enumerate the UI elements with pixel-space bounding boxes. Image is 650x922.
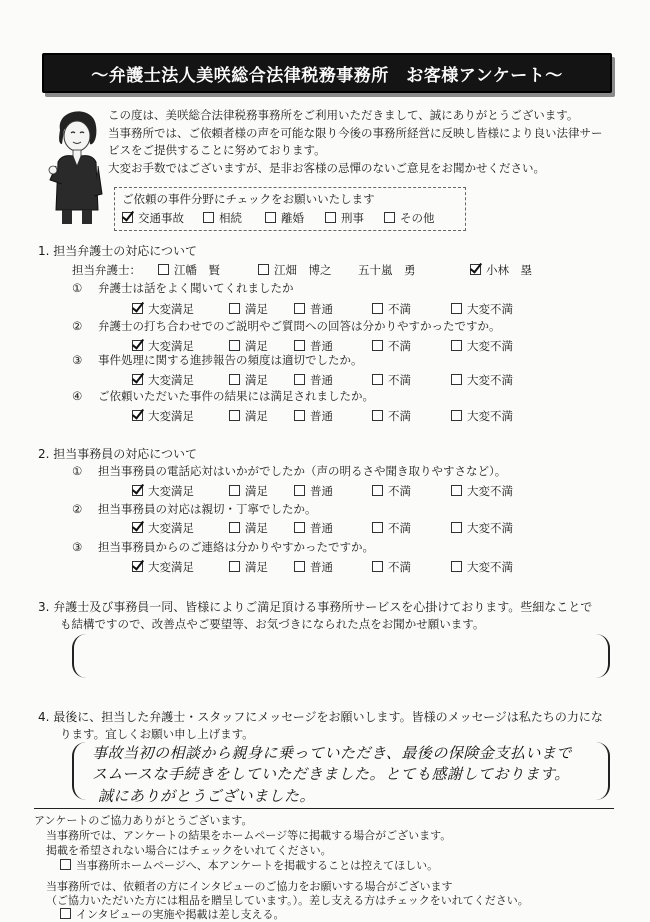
checkbox[interactable] bbox=[229, 340, 240, 351]
checkbox-checked[interactable] bbox=[132, 522, 143, 533]
rating-label: 不満 bbox=[388, 302, 411, 316]
rating-label: 不満 bbox=[388, 339, 411, 353]
rating-option[interactable] bbox=[132, 483, 194, 499]
footer-text: 当事務所では、アンケートの結果をホームページ等に掲載する場合がございます。 bbox=[46, 829, 452, 842]
checkbox[interactable] bbox=[451, 410, 462, 421]
rating-option[interactable] bbox=[229, 520, 268, 536]
section3-line1: 3. 弁護士及び事務員一同、皆様によりご満足頂ける事務所サービスを心掛けております。些細なことで bbox=[38, 600, 593, 614]
footer-option-no-interview[interactable]: インタビューの実施や掲載は差し支える。 bbox=[60, 906, 285, 922]
checkbox[interactable] bbox=[229, 561, 240, 572]
checkbox[interactable] bbox=[384, 212, 395, 223]
rating-label: 満足 bbox=[245, 373, 268, 387]
checkbox[interactable] bbox=[294, 340, 305, 351]
rating-label: 大変不満 bbox=[467, 409, 513, 423]
rating-option[interactable] bbox=[451, 483, 513, 499]
rating-label: 普通 bbox=[310, 484, 333, 498]
category-option-other[interactable]: その他 bbox=[384, 210, 435, 226]
rating-option[interactable] bbox=[372, 372, 411, 388]
checkbox-checked[interactable] bbox=[132, 303, 143, 314]
checkbox[interactable] bbox=[229, 485, 240, 496]
rating-option[interactable] bbox=[372, 559, 411, 575]
checkbox-checked[interactable] bbox=[132, 410, 143, 421]
intro-line: 当事務所では、ご依頼者様の声を可能な限り今後の事務所経営に反映し皆様により良い法律サー bbox=[108, 125, 603, 140]
rating-label: 大変不満 bbox=[467, 373, 513, 387]
checkbox[interactable] bbox=[372, 485, 383, 496]
category-option-divorce[interactable]: 離婚 bbox=[265, 210, 304, 226]
rating-option[interactable] bbox=[372, 338, 411, 354]
footer-option-no-publish[interactable]: 当事務所ホームページへ、本アンケートを掲載することは控えてほしい。 bbox=[60, 857, 438, 873]
rating-option[interactable] bbox=[372, 483, 411, 499]
checkbox-checked[interactable] bbox=[132, 374, 143, 385]
rating-option[interactable] bbox=[294, 520, 333, 536]
checkbox-checked[interactable] bbox=[132, 485, 143, 496]
rating-label: 普通 bbox=[310, 409, 333, 423]
checkbox[interactable] bbox=[372, 303, 383, 314]
question: ① 担当事務員の電話応対はいかがでしたか（声の明るさや聞き取りやすさなど）。 bbox=[72, 464, 507, 478]
rating-label: 大変満足 bbox=[148, 373, 194, 387]
checkbox[interactable] bbox=[294, 410, 305, 421]
rating-label: 普通 bbox=[310, 521, 333, 535]
checkbox[interactable] bbox=[294, 303, 305, 314]
rating-label: 不満 bbox=[388, 373, 411, 387]
handwritten-line: スムースな手続きをしていただきました。とても感謝しております。 bbox=[92, 765, 570, 783]
checkbox-checked[interactable] bbox=[132, 561, 143, 572]
footer-text: 当事務所では、依頼者の方にインタビューのご協力をお願いする場合がございます bbox=[46, 880, 453, 893]
checkbox[interactable] bbox=[229, 410, 240, 421]
handwritten-line: 事故当初の相談から親身に乗っていただき、最後の保険金支払いまで bbox=[92, 744, 572, 762]
intro-line: 大変お手数ではございますが、是非お客様の忌憚のないご意見をお聞かせください。 bbox=[108, 160, 545, 175]
category-option-inheritance[interactable]: 相続 bbox=[203, 210, 242, 226]
question: ④ ご依頼いただいた事件の結果には満足されましたか。 bbox=[72, 389, 374, 403]
lawyer-option[interactable]: 小林 塁 bbox=[470, 262, 532, 278]
checkbox[interactable] bbox=[258, 264, 269, 275]
section1-title: 1. 担当弁護士の対応について bbox=[38, 244, 198, 258]
rating-label: 満足 bbox=[245, 560, 268, 574]
rating-option[interactable] bbox=[132, 520, 194, 536]
checkbox-checked[interactable] bbox=[470, 264, 481, 275]
section2-title: 2. 担当事務員の対応について bbox=[38, 447, 198, 461]
checkbox[interactable] bbox=[451, 522, 462, 533]
lawyer-option[interactable]: 江幡 賢 bbox=[158, 262, 220, 278]
rating-label: 普通 bbox=[310, 373, 333, 387]
checkbox[interactable] bbox=[372, 374, 383, 385]
rating-label: 大変満足 bbox=[148, 302, 194, 316]
rating-label: 大変満足 bbox=[148, 484, 194, 498]
section4-line1: 4. 最後に、担当した弁護士・スタッフにメッセージをお願いします。皆様のメッセージは私たちの力にな bbox=[38, 710, 603, 724]
rating-option[interactable] bbox=[294, 372, 333, 388]
rating-option[interactable] bbox=[229, 301, 268, 317]
rating-label: 満足 bbox=[245, 521, 268, 535]
rating-option[interactable] bbox=[372, 408, 411, 424]
checkbox[interactable] bbox=[451, 374, 462, 385]
rating-option[interactable] bbox=[372, 520, 411, 536]
checkbox[interactable] bbox=[372, 340, 383, 351]
rating-option[interactable] bbox=[451, 559, 513, 575]
checkbox[interactable] bbox=[60, 908, 71, 919]
checkbox[interactable] bbox=[451, 303, 462, 314]
rating-option[interactable] bbox=[132, 372, 194, 388]
rating-label: 大変満足 bbox=[148, 521, 194, 535]
question: ① 弁護士は話をよく聞いてくれましたか bbox=[72, 281, 294, 295]
rating-option[interactable] bbox=[229, 408, 268, 424]
category-prompt: ご依頼の事件分野にチェックをお願いいたします bbox=[122, 192, 375, 206]
checkbox[interactable] bbox=[372, 561, 383, 572]
rating-option[interactable] bbox=[451, 408, 513, 424]
checkbox[interactable] bbox=[60, 859, 71, 870]
checkbox[interactable] bbox=[451, 485, 462, 496]
rating-option[interactable] bbox=[294, 408, 333, 424]
rating-label: 大変満足 bbox=[148, 560, 194, 574]
intro-text bbox=[108, 107, 608, 177]
page-title: ～弁護士法人美咲総合法律税務事務所 お客様アンケート～ bbox=[42, 53, 612, 93]
rating-option[interactable] bbox=[451, 338, 513, 354]
rating-label: 普通 bbox=[310, 302, 333, 316]
rating-option[interactable] bbox=[294, 483, 333, 499]
rating-label: 大変不満 bbox=[467, 560, 513, 574]
rating-label: 不満 bbox=[388, 409, 411, 423]
rating-label: 普通 bbox=[310, 339, 333, 353]
rating-option[interactable] bbox=[451, 520, 513, 536]
comment-box[interactable] bbox=[72, 634, 610, 678]
lawyer-option[interactable]: 江畑 博之 bbox=[258, 262, 332, 278]
footer-text: 掲載を希望されない場合にはチェックをいれてください。 bbox=[46, 844, 332, 857]
rating-option[interactable] bbox=[229, 338, 268, 354]
checkbox[interactable] bbox=[158, 264, 169, 275]
lawyer-label: 担当弁護士： bbox=[72, 263, 141, 277]
checkbox[interactable] bbox=[372, 522, 383, 533]
rating-label: 大変不満 bbox=[467, 521, 513, 535]
footer-text: （ご協力いただいた方には粗品を贈呈しています。）。差し支える方はチェックをいれてください。 bbox=[46, 894, 529, 907]
rating-label: 満足 bbox=[245, 409, 268, 423]
checkbox-checked[interactable] bbox=[122, 212, 133, 223]
handwritten-line: 誠にありがとうございました。 bbox=[98, 787, 316, 805]
rating-option[interactable] bbox=[451, 372, 513, 388]
rating-option[interactable] bbox=[229, 483, 268, 499]
checkbox[interactable] bbox=[372, 410, 383, 421]
lawyer-option: 五十嵐 勇 bbox=[358, 263, 416, 277]
rating-label: 不満 bbox=[388, 521, 411, 535]
rating-option[interactable] bbox=[132, 408, 194, 424]
rating-option[interactable] bbox=[294, 338, 333, 354]
staff-illustration bbox=[42, 100, 112, 228]
rating-label: 満足 bbox=[245, 339, 268, 353]
checkbox[interactable] bbox=[294, 522, 305, 533]
section4-line2: ります。宜しくお願い申し上げます。 bbox=[60, 727, 254, 741]
rating-option[interactable] bbox=[132, 559, 194, 575]
checkbox[interactable] bbox=[294, 561, 305, 572]
section3-line2: も結構ですので、改善点やご要望等、お気づきになられた点をお聞かせ願います。 bbox=[60, 617, 485, 631]
rating-option[interactable] bbox=[372, 301, 411, 317]
rating-label: 満足 bbox=[245, 484, 268, 498]
rating-option[interactable] bbox=[294, 559, 333, 575]
intro-line: この度は、美咲総合法律税務事務所をご利用いただきまして、誠にありがとうございます。 bbox=[108, 108, 579, 122]
intro-line: ビスをご提供することに努めております。 bbox=[108, 143, 326, 157]
rating-label: 大変満足 bbox=[148, 339, 194, 353]
checkbox[interactable] bbox=[229, 374, 240, 385]
rating-label: 普通 bbox=[310, 560, 333, 574]
question: ② 弁護士の打ち合わせでのご説明やご質問への回答は分かりやすかったですか。 bbox=[72, 319, 501, 333]
rating-option[interactable] bbox=[132, 301, 194, 317]
checkbox[interactable] bbox=[203, 212, 214, 223]
rating-label: 大変不満 bbox=[467, 302, 513, 316]
rating-label: 不満 bbox=[388, 560, 411, 574]
checkbox[interactable] bbox=[325, 212, 336, 223]
rating-option[interactable] bbox=[229, 559, 268, 575]
question: ③ 事件処理に関する進捗報告の頻度は適切でしたか。 bbox=[72, 353, 363, 367]
rating-label: 不満 bbox=[388, 484, 411, 498]
question: ③ 担当事務員からのご連絡は分かりやすかったですか。 bbox=[72, 540, 374, 554]
checkbox[interactable] bbox=[229, 303, 240, 314]
checkbox[interactable] bbox=[265, 212, 276, 223]
checkbox[interactable] bbox=[294, 485, 305, 496]
rating-option[interactable] bbox=[294, 301, 333, 317]
rating-label: 大変不満 bbox=[467, 339, 513, 353]
rating-label: 満足 bbox=[245, 302, 268, 316]
rating-label: 大変満足 bbox=[148, 409, 194, 423]
footer-thanks: アンケートのご協力ありがとうございます。 bbox=[34, 814, 253, 827]
rating-option[interactable] bbox=[229, 372, 268, 388]
checkbox[interactable] bbox=[294, 374, 305, 385]
rating-option[interactable] bbox=[132, 338, 194, 354]
rating-label: 大変不満 bbox=[467, 484, 513, 498]
category-option-criminal[interactable]: 刑事 bbox=[325, 210, 364, 226]
footer-divider bbox=[34, 808, 614, 809]
checkbox[interactable] bbox=[229, 522, 240, 533]
category-option-traffic[interactable]: 交通事故 bbox=[122, 210, 184, 226]
checkbox-checked[interactable] bbox=[132, 340, 143, 351]
rating-option[interactable] bbox=[451, 301, 513, 317]
checkbox[interactable] bbox=[451, 340, 462, 351]
question: ② 担当事務員の対応は親切・丁寧でしたか。 bbox=[72, 502, 317, 516]
checkbox[interactable] bbox=[451, 561, 462, 572]
